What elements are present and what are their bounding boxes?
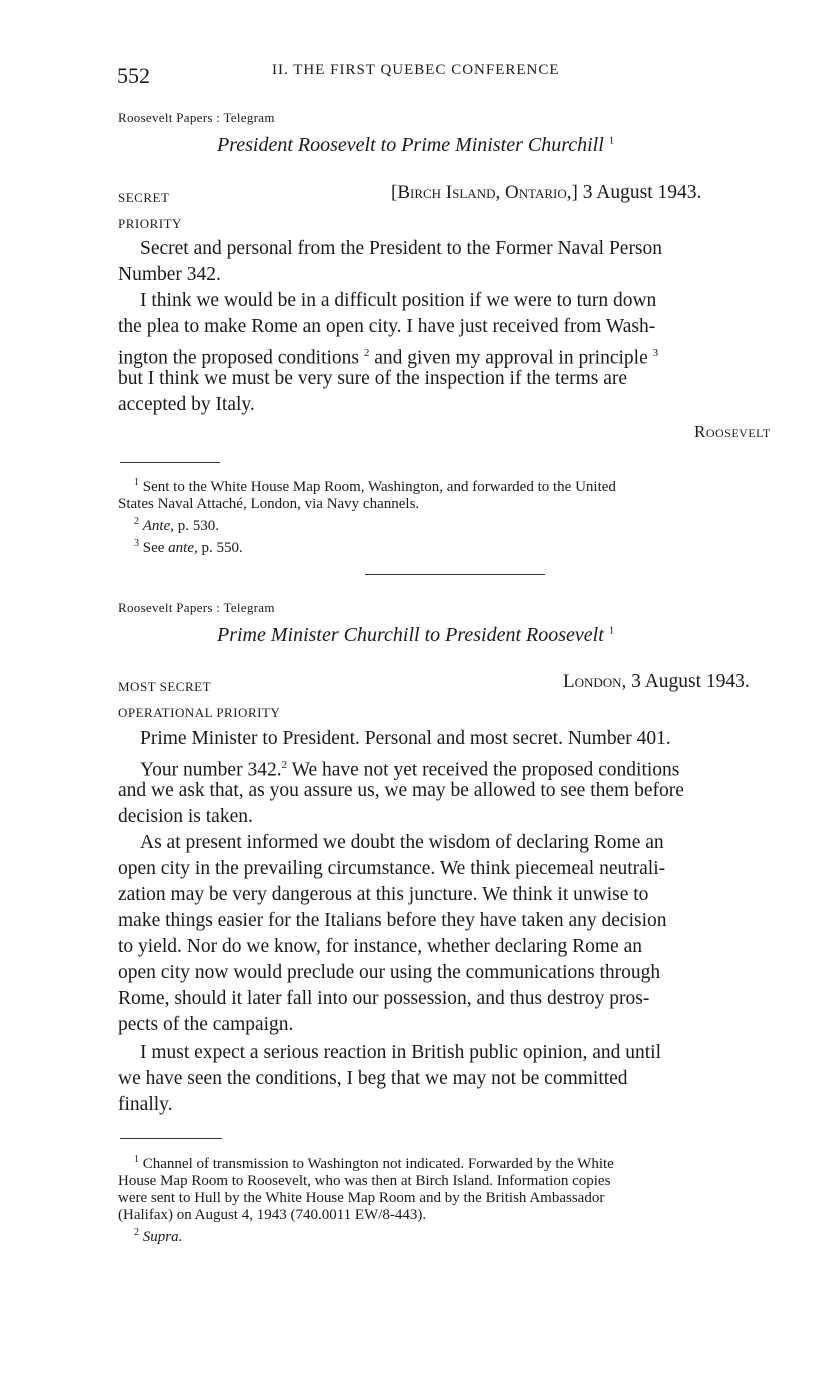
doc2-footnote-1-line-4: (Halifax) on August 4, 1943 (740.0011 EW/8-443). bbox=[118, 1207, 427, 1223]
doc2-paragraph-3-line-2: open city in the prevailing circumstance. We think piecemeal neutrali- bbox=[118, 858, 666, 879]
doc2-classification: MOST SECRET bbox=[118, 679, 212, 694]
doc1-heading-text: President Roosevelt to Prime Minister Churchill bbox=[217, 134, 604, 156]
doc1-footnote-rule bbox=[120, 462, 220, 463]
doc2-paragraph-1: Prime Minister to President. Personal and most secret. Number 401. bbox=[140, 728, 671, 749]
doc2-priority: OPERATIONAL PRIORITY bbox=[118, 705, 281, 720]
doc2-footnotes bbox=[118, 1151, 614, 1246]
doc2-footnote-2-italic: Supra. bbox=[142, 1229, 183, 1245]
doc2-paragraph-4-line-1: I must expect a serious reaction in British public opinion, and until bbox=[140, 1042, 661, 1063]
doc1-classification: SECRET bbox=[118, 190, 170, 205]
doc1-date: 3 August 1943. bbox=[582, 182, 702, 203]
doc1-paragraph-1-line-1: Secret and personal from the President to the Former Naval Person bbox=[140, 238, 663, 259]
doc2-paragraph-4-line-3: finally. bbox=[118, 1094, 173, 1115]
doc2-paragraph-3-line-7: Rome, should it later fall into our possession, and thus destroy pros- bbox=[118, 988, 650, 1009]
doc1-dateline bbox=[391, 182, 701, 204]
doc1-heading-footnote-ref: 1 bbox=[608, 134, 615, 147]
doc1-paragraph-1-line-2: Number 342. bbox=[118, 264, 221, 285]
doc1-paragraph-2-line-4: but I think we must be very sure of the inspection if the terms are bbox=[118, 368, 628, 389]
doc2-footnote-2 bbox=[118, 1224, 614, 1246]
page-number: 552 bbox=[117, 63, 150, 88]
doc1-footnote-ref-3: 3 bbox=[652, 347, 659, 359]
doc1-footnote-2 bbox=[118, 513, 616, 535]
section-divider bbox=[365, 574, 545, 575]
doc2-p2-line1b: We have not yet received the proposed conditions bbox=[287, 759, 680, 781]
doc1-footnote-3-italic: ante bbox=[168, 540, 194, 556]
doc2-dateline bbox=[563, 671, 750, 693]
doc2-place: London, bbox=[563, 671, 627, 692]
doc2-paragraph-3-line-8: pects of the campaign. bbox=[118, 1014, 294, 1035]
doc2-paragraph-3-line-3: zation may be very dangerous at this juncture. We think it unwise to bbox=[118, 884, 649, 905]
doc1-footnotes bbox=[118, 474, 616, 557]
doc2-paragraph-3-line-4: make things easier for the Italians before they have taken any decision bbox=[118, 910, 667, 931]
doc2-footnote-1-number: 1 bbox=[134, 1154, 139, 1165]
doc2-footnote-2-number: 2 bbox=[134, 1227, 139, 1238]
doc2-footnote-rule bbox=[120, 1138, 222, 1139]
doc1-footnote-ref-2: 2 bbox=[363, 347, 370, 359]
doc2-paragraph-2-line-3: decision is taken. bbox=[118, 806, 253, 827]
doc2-footnote-1-line-2: House Map Room to Roosevelt, who was then at Birch Island. Information copies bbox=[118, 1173, 611, 1189]
doc1-footnote-3-number: 3 bbox=[134, 538, 139, 549]
doc2-paragraph-3-line-1: As at present informed we doubt the wisdom of declaring Rome an bbox=[140, 832, 664, 853]
doc1-footnote-3-prefix: See bbox=[142, 540, 169, 556]
doc2-footnote-ref-2: 2 bbox=[281, 759, 288, 771]
doc2-footnote-1-line-1: Channel of transmission to Washington not indicated. Forwarded by the White bbox=[142, 1156, 614, 1172]
doc2-paragraph-3-line-5: to yield. Nor do we know, for instance, whether declaring Rome an bbox=[118, 936, 642, 957]
doc1-signature: Roosevelt bbox=[694, 422, 771, 441]
doc1-priority: PRIORITY bbox=[118, 216, 182, 231]
doc1-heading bbox=[217, 134, 614, 157]
doc1-footnote-1-line-2: States Naval Attaché, London, via Navy channels. bbox=[118, 496, 420, 512]
doc2-source: Roosevelt Papers : Telegram bbox=[118, 600, 275, 615]
doc1-paragraph-2-line-5: accepted by Italy. bbox=[118, 394, 255, 415]
doc2-heading bbox=[217, 624, 614, 647]
doc1-place: [Birch Island, Ontario,] bbox=[391, 182, 578, 203]
doc2-footnote-1 bbox=[118, 1151, 614, 1173]
doc1-footnote-2-number: 2 bbox=[134, 516, 139, 527]
doc2-heading-footnote-ref: 1 bbox=[608, 624, 615, 637]
doc1-paragraph-2-line-1: I think we would be in a difficult position if we were to turn down bbox=[140, 290, 657, 311]
doc1-footnote-2-text: , p. 530. bbox=[170, 518, 219, 534]
doc1-p2-line3b: and given my approval in principle bbox=[374, 347, 648, 369]
doc1-source: Roosevelt Papers : Telegram bbox=[118, 110, 275, 125]
doc1-footnote-2-italic: Ante bbox=[142, 518, 171, 534]
doc2-footnote-1-line-3: were sent to Hull by the White House Map Room and by the British Ambassador bbox=[118, 1190, 605, 1206]
doc1-footnote-1-number: 1 bbox=[134, 477, 139, 488]
doc1-footnote-1 bbox=[118, 474, 616, 496]
doc1-footnote-3 bbox=[118, 535, 616, 557]
doc2-paragraph-3-line-6: open city now would preclude our using the communications through bbox=[118, 962, 661, 983]
doc2-heading-text: Prime Minister Churchill to President Roosevelt bbox=[217, 624, 604, 646]
doc2-paragraph-4-line-2: we have seen the conditions, I beg that we may not be committed bbox=[118, 1068, 628, 1089]
doc1-paragraph-2-line-2: the plea to make Rome an open city. I have just received from Wash- bbox=[118, 316, 656, 337]
doc2-p2-line1a: Your number 342. bbox=[140, 759, 282, 781]
doc1-footnote-3-text: , p. 550. bbox=[194, 540, 243, 556]
doc1-footnote-1-line-1: Sent to the White House Map Room, Washington, and forwarded to the United bbox=[142, 479, 616, 495]
doc2-date: 3 August 1943. bbox=[631, 671, 750, 692]
chapter-title: II. THE FIRST QUEBEC CONFERENCE bbox=[272, 62, 560, 78]
doc1-p2-line3a: ington the proposed conditions bbox=[118, 347, 360, 369]
doc2-paragraph-2-line-2: and we ask that, as you assure us, we may be allowed to see them before bbox=[118, 780, 684, 801]
